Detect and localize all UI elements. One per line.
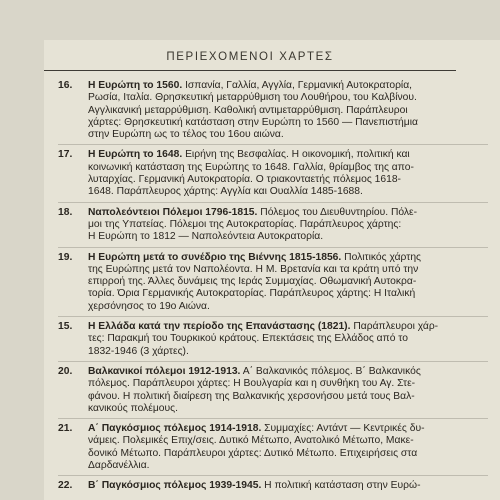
entry-line: 1832-1946 (3 χάρτες). (88, 345, 189, 357)
entry-line (88, 149, 488, 161)
entry-text: Πόλεμος του Διευθυντηρίου. Πόλε- (257, 206, 418, 218)
entry-line: μοι της Υπατείας. Πόλεμοι της Αυτοκρατορίας. Παράπλευρος χάρτης: (88, 218, 402, 230)
entry-line: τορία. Όρια Γερμανικής Αυτοκρατορίας. Παράπλευρος χάρτης: Η Ιταλική (88, 288, 416, 300)
entry-line: Η Ευρώπη το 1812 — Ναπολεόντεια Αυτοκρατορία. (88, 231, 324, 243)
entry-number: 17. (58, 149, 73, 161)
entry-number: 20. (58, 365, 73, 377)
entry-line: κανικούς πολέμους. (88, 402, 178, 414)
entry-line: κοινωνική κατάσταση της Ευρώπης το 1648. Γαλλία, θρίαμβος της απο- (88, 161, 414, 173)
entry-text: Η πολιτική κατάσταση στην Ευρώ- (261, 480, 421, 492)
entry-line: Αγγλικανική μεταρρύθμιση. Καθολική αντιμεταρρύθμιση. Παράπλευροι (88, 104, 408, 116)
entry-number: 19. (58, 251, 73, 263)
entry-line: στην Ευρώπη ως το τέλος του 16ου αιώνα. (88, 129, 284, 141)
entry-line (88, 252, 488, 264)
entry-number: 18. (58, 206, 73, 218)
map-entry-15 (58, 316, 488, 361)
entry-line: δονικό Μέτωπο. Παράπλευροι χάρτες: Δυτικό Μέτωπο. Επιχειρήσεις στα (88, 447, 418, 459)
entry-text: Συμμαχίες: Αντάντ — Κεντρικές δυ- (261, 423, 425, 435)
entry-line: Ρωσία, Ιταλία. Θρησκευτική μεταρρύθμιση του Λουθήρου, του Καλβίνου. (88, 92, 417, 104)
map-entry-20 (58, 361, 488, 418)
page-title: ΠΕΡΙΕΧΟΜΕΝΟΙ ΧΑΡΤΕΣ (166, 51, 334, 63)
entry-line: επιρροή της. Άλλες δυνάμεις της Ιεράς Συμμαχίας. Οθωμανική Αυτοκρα- (88, 276, 417, 288)
entry-title: Α΄ Παγκόσμιος πόλεμος 1914-1918. (88, 423, 262, 435)
map-entry-17 (58, 144, 488, 201)
map-entry-16 (58, 80, 488, 144)
entry-number: 21. (58, 423, 73, 435)
entry-text: Πολιτικός χάρτης (341, 251, 422, 263)
entry-text: Παράπλευροι χάρ- (350, 321, 439, 333)
map-entry-22 (58, 475, 488, 495)
entry-line: χερσόνησος το 19ο Αιώνα. (88, 300, 210, 312)
map-list (58, 80, 488, 496)
entry-line (88, 423, 488, 435)
entry-line (88, 321, 488, 333)
entry-title: Βαλκανικοί πόλεμοι 1912-1913. (88, 365, 241, 377)
entry-title: Η Ευρώπη το 1648. (88, 149, 183, 161)
map-entry-18 (58, 202, 488, 247)
map-entry-21 (58, 418, 488, 475)
entry-text: Α΄ Βαλκανικός πόλεμος. Β΄ Βαλκανικός (240, 365, 421, 377)
entry-title: Η Ευρώπη μετά το συνέδριο της Βιέννης 1815-1856. (88, 251, 342, 263)
entry-line: χάρτες: Θρησκευτική κατάσταση στην Ευρώπη το 1560 — Πανεπιστήμια (88, 116, 418, 128)
page-header (44, 44, 456, 71)
entry-number: 15. (58, 321, 73, 333)
entry-line: πόλεμος. Παράπλευροι χάρτες: Η Βουλγαρία και η συνθήκη του Αγ. Στε- (88, 378, 416, 390)
entry-line: της Ευρώπης μετά τον Ναπολέοντα. Η Μ. Βρετανία και τα κράτη υπό την (88, 263, 419, 275)
entry-line (88, 80, 488, 92)
entry-title: Β΄ Παγκόσμιος πόλεμος 1939-1945. (88, 480, 262, 492)
entry-line (88, 207, 488, 219)
entry-title: Η Ευρώπη το 1560. (88, 80, 183, 91)
entry-line: Δαρδανέλλια. (88, 460, 150, 472)
entry-title: Η Ελλάδα κατά την περίοδο της Επανάστασης (1821). (88, 321, 351, 333)
entry-line (88, 480, 488, 492)
map-entry-19 (58, 247, 488, 316)
entry-line: 1648. Παράπλευρος χάρτης: Αγγλία και Ουαλλία 1485-1688. (88, 186, 363, 198)
entry-line: λυταρχίας. Γερμανική Αυτοκρατορία. Ο τριακονταετής πόλεμος 1618- (88, 174, 401, 186)
entry-title: Ναπολεόντειοι Πόλεμοι 1796-1815. (88, 206, 258, 218)
entry-number: 16. (58, 80, 73, 91)
entry-line: τες: Παρακμή του Τουρκικού κράτους. Επεκτάσεις της Ελλάδος από το (88, 333, 408, 345)
document-page (44, 40, 500, 500)
entry-line (88, 366, 488, 378)
entry-line: νάμεις. Πολεμικές Επιχ/σεις. Δυτικό Μέτωπο, Ανατολικό Μέτωπο, Μακε- (88, 435, 414, 447)
entry-text: Ισπανία, Γαλλία, Αγγλία, Γερμανική Αυτοκρατορία, (182, 80, 413, 91)
entry-line: φάνου. Η πολιτική διαίρεση της Βαλκανικής χερσονήσου μετά τους Βαλ- (88, 390, 415, 402)
entry-text: Ειρήνη της Βεσφαλίας. Η οικονομική, πολιτική και (182, 149, 410, 161)
entry-number: 22. (58, 480, 73, 492)
